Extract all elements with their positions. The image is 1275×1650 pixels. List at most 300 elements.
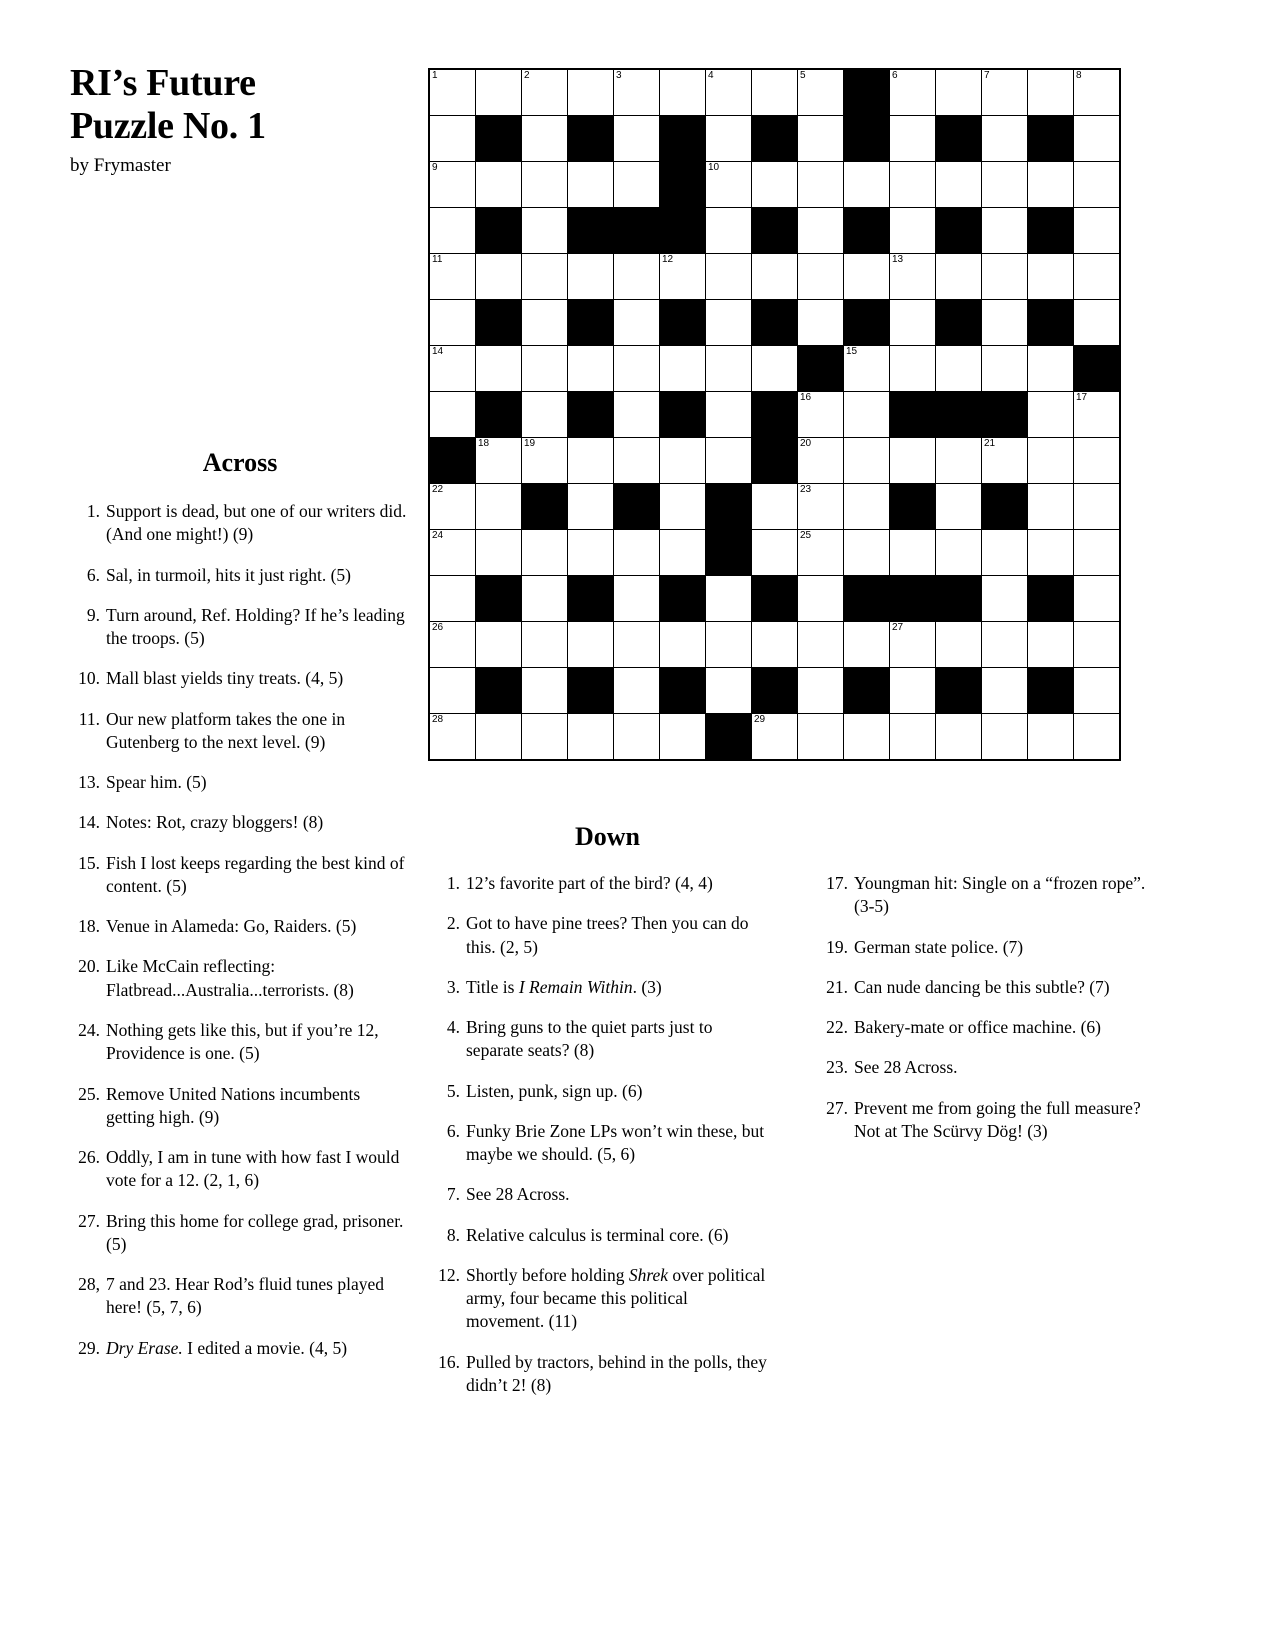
grid-cell[interactable] <box>614 346 660 392</box>
grid-cell[interactable] <box>798 69 844 116</box>
across-clue-text: 7 and 23. Hear Rod’s fluid tunes played here! (5, 7, 6) <box>106 1274 385 1318</box>
grid-cell[interactable] <box>798 300 844 346</box>
grid-cell[interactable] <box>844 484 890 530</box>
grid-cell[interactable] <box>568 622 614 668</box>
grid-cell[interactable] <box>798 438 844 484</box>
grid-cell-number: 15 <box>846 346 858 357</box>
grid-cell[interactable] <box>936 346 982 392</box>
grid-cell[interactable] <box>660 69 706 116</box>
grid-cell[interactable] <box>568 162 614 208</box>
down-clue-text: Pulled by tractors, behind in the polls, they didn’t 2! (8) <box>466 1351 767 1395</box>
grid-cell-number: 5 <box>800 70 806 81</box>
across-clue[interactable] <box>70 1273 410 1320</box>
grid-cell[interactable] <box>429 300 476 346</box>
down-clue-number: 2. <box>446 913 460 934</box>
grid-cell[interactable] <box>429 346 476 392</box>
grid-cell[interactable] <box>660 346 706 392</box>
grid-cell[interactable] <box>522 576 568 622</box>
grid-row <box>429 254 1120 300</box>
grid-cell[interactable] <box>1074 530 1121 576</box>
grid-block-cell <box>660 392 706 438</box>
grid-cell[interactable] <box>936 254 982 300</box>
grid-cell[interactable] <box>982 254 1028 300</box>
down-clue-text: German state police. (7) <box>854 936 1024 957</box>
grid-cell[interactable] <box>890 208 936 254</box>
grid-cell[interactable] <box>614 392 660 438</box>
down-clue[interactable] <box>818 1056 1158 1079</box>
grid-cell[interactable] <box>982 69 1028 116</box>
across-clue-text: Dry Erase. I edited a movie. (4, 5) <box>106 1337 348 1358</box>
grid-cell[interactable] <box>706 116 752 162</box>
grid-cell[interactable] <box>798 254 844 300</box>
grid-cell[interactable] <box>476 69 522 116</box>
grid-cell[interactable] <box>798 392 844 438</box>
grid-cell[interactable] <box>568 530 614 576</box>
grid-cell[interactable] <box>568 438 614 484</box>
across-clue[interactable] <box>70 1337 410 1360</box>
grid-cell[interactable] <box>614 69 660 116</box>
grid-cell[interactable] <box>429 208 476 254</box>
grid-cell[interactable] <box>522 622 568 668</box>
down-clue[interactable] <box>430 1016 770 1063</box>
down-clue-text: Prevent me from going the full measure? Not at The Scürvy Dög! (3) <box>854 1097 1141 1141</box>
grid-cell[interactable] <box>429 254 476 300</box>
down-clue[interactable] <box>430 872 770 895</box>
grid-cell[interactable] <box>522 162 568 208</box>
grid-block-cell <box>936 116 982 162</box>
down-clue-text: See 28 Across. <box>466 1184 570 1205</box>
grid-cell[interactable] <box>982 668 1028 714</box>
grid-cell[interactable] <box>982 622 1028 668</box>
grid-block-cell <box>844 576 890 622</box>
grid-block-cell <box>476 576 522 622</box>
grid-cell[interactable] <box>660 438 706 484</box>
grid-cell[interactable] <box>890 714 936 761</box>
grid-cell[interactable] <box>476 346 522 392</box>
grid-cell[interactable] <box>1074 484 1121 530</box>
grid-block-cell <box>660 576 706 622</box>
grid-cell[interactable] <box>752 714 798 761</box>
grid-cell[interactable] <box>429 530 476 576</box>
grid-cell[interactable] <box>844 622 890 668</box>
grid-block-cell <box>660 208 706 254</box>
grid-cell[interactable] <box>614 576 660 622</box>
grid-cell[interactable] <box>1074 300 1121 346</box>
grid-cell[interactable] <box>1074 576 1121 622</box>
grid-cell-number: 9 <box>432 162 438 173</box>
across-clue[interactable] <box>70 708 410 755</box>
across-clue-text: Remove United Nations incumbents getting high. (9) <box>106 1083 361 1127</box>
grid-block-cell <box>982 484 1028 530</box>
down-clue[interactable] <box>430 1183 770 1206</box>
grid-cell[interactable] <box>1028 622 1074 668</box>
across-clue[interactable] <box>70 500 410 547</box>
grid-cell[interactable] <box>752 484 798 530</box>
crossword-grid-table[interactable] <box>428 68 1121 761</box>
grid-cell[interactable] <box>890 438 936 484</box>
grid-cell[interactable] <box>706 254 752 300</box>
grid-cell[interactable] <box>660 530 706 576</box>
grid-cell-number: 29 <box>754 714 766 725</box>
across-clue[interactable] <box>70 955 410 1002</box>
grid-cell[interactable] <box>429 576 476 622</box>
across-clue-text: Oddly, I am in tune with how fast I would vote for a 12. (2, 1, 6) <box>106 1147 400 1191</box>
grid-cell[interactable] <box>752 254 798 300</box>
grid-cell-number: 13 <box>892 254 904 265</box>
grid-cell[interactable] <box>568 484 614 530</box>
down-clue-text: Got to have pine trees? Then you can do this. (2, 5) <box>466 913 749 957</box>
down-clue-number: 6. <box>446 1120 460 1141</box>
grid-cell[interactable] <box>660 484 706 530</box>
grid-cell[interactable] <box>614 668 660 714</box>
grid-cell[interactable] <box>476 484 522 530</box>
grid-cell[interactable] <box>890 254 936 300</box>
grid-cell[interactable] <box>982 208 1028 254</box>
grid-block-cell <box>568 668 614 714</box>
across-clue-number: 28, <box>78 1274 100 1295</box>
grid-row <box>429 346 1120 392</box>
grid-cell[interactable] <box>982 116 1028 162</box>
grid-block-cell <box>936 576 982 622</box>
grid-cell[interactable] <box>614 162 660 208</box>
grid-cell[interactable] <box>1074 69 1121 116</box>
grid-row <box>429 208 1120 254</box>
byline: by Frymaster <box>70 155 171 177</box>
grid-cell[interactable] <box>890 530 936 576</box>
grid-cell[interactable] <box>614 300 660 346</box>
crossword-grid[interactable] <box>428 68 1121 761</box>
grid-cell[interactable] <box>429 622 476 668</box>
grid-cell[interactable] <box>706 162 752 208</box>
grid-cell[interactable] <box>522 714 568 761</box>
grid-cell[interactable] <box>614 622 660 668</box>
down-clue-list-left <box>430 872 770 1397</box>
across-clue-text: Spear him. (5) <box>106 772 207 793</box>
grid-cell[interactable] <box>844 530 890 576</box>
grid-cell[interactable] <box>798 530 844 576</box>
grid-cell-number: 28 <box>432 714 444 725</box>
grid-cell[interactable] <box>522 438 568 484</box>
grid-cell[interactable] <box>476 162 522 208</box>
grid-cell[interactable] <box>752 346 798 392</box>
across-clue-text: Support is dead, but one of our writers did. (And one might!) (9) <box>106 501 407 545</box>
grid-block-cell <box>660 162 706 208</box>
grid-cell[interactable] <box>522 208 568 254</box>
grid-cell-number: 18 <box>478 438 490 449</box>
grid-cell[interactable] <box>1028 530 1074 576</box>
grid-block-cell <box>706 484 752 530</box>
down-clue[interactable] <box>430 1120 770 1167</box>
grid-cell-number: 27 <box>892 622 904 633</box>
grid-cell[interactable] <box>706 392 752 438</box>
across-clue-number: 20. <box>78 956 100 977</box>
grid-cell[interactable] <box>936 714 982 761</box>
grid-cell[interactable] <box>476 254 522 300</box>
grid-cell[interactable] <box>1074 392 1121 438</box>
grid-cell[interactable] <box>752 622 798 668</box>
grid-block-cell <box>752 438 798 484</box>
grid-cell[interactable] <box>844 438 890 484</box>
grid-row <box>429 69 1120 116</box>
down-clue[interactable] <box>430 1080 770 1103</box>
grid-cell[interactable] <box>660 254 706 300</box>
grid-block-cell <box>522 484 568 530</box>
grid-cell[interactable] <box>982 714 1028 761</box>
down-clue-number: 1. <box>446 873 460 893</box>
grid-cell[interactable] <box>706 346 752 392</box>
grid-cell[interactable] <box>429 69 476 116</box>
grid-cell[interactable] <box>476 438 522 484</box>
grid-cell[interactable] <box>1028 162 1074 208</box>
across-clue[interactable] <box>70 811 410 834</box>
grid-cell[interactable] <box>798 116 844 162</box>
across-clue[interactable] <box>70 1083 410 1130</box>
grid-cell[interactable] <box>660 714 706 761</box>
grid-cell[interactable] <box>614 530 660 576</box>
grid-cell[interactable] <box>1074 438 1121 484</box>
grid-cell[interactable] <box>844 714 890 761</box>
grid-block-cell <box>568 300 614 346</box>
across-clue-list <box>70 500 410 1360</box>
grid-block-cell <box>706 714 752 761</box>
down-clue-text: Relative calculus is terminal core. (6) <box>466 1224 729 1245</box>
down-clue-text: Listen, punk, sign up. (6) <box>466 1080 643 1101</box>
grid-block-cell <box>1028 300 1074 346</box>
grid-block-cell <box>752 116 798 162</box>
grid-cell-number: 12 <box>662 254 674 265</box>
grid-cell[interactable] <box>844 254 890 300</box>
grid-cell[interactable] <box>476 714 522 761</box>
grid-cell[interactable] <box>936 162 982 208</box>
grid-cell[interactable] <box>706 438 752 484</box>
grid-cell[interactable] <box>890 346 936 392</box>
grid-cell[interactable] <box>429 484 476 530</box>
grid-cell[interactable] <box>476 530 522 576</box>
grid-cell[interactable] <box>798 208 844 254</box>
grid-cell[interactable] <box>568 69 614 116</box>
grid-cell[interactable] <box>890 162 936 208</box>
page-title-line1: RI’s Future <box>70 62 256 104</box>
grid-cell[interactable] <box>706 208 752 254</box>
grid-cell[interactable] <box>982 300 1028 346</box>
grid-cell-number: 26 <box>432 622 444 633</box>
grid-cell[interactable] <box>1028 392 1074 438</box>
down-clue[interactable] <box>430 1264 770 1334</box>
grid-cell[interactable] <box>706 69 752 116</box>
grid-cell[interactable] <box>936 69 982 116</box>
grid-cell[interactable] <box>614 116 660 162</box>
down-clue-number: 17. <box>826 873 848 893</box>
grid-cell[interactable] <box>844 346 890 392</box>
grid-cell[interactable] <box>522 530 568 576</box>
grid-cell[interactable] <box>798 668 844 714</box>
grid-cell[interactable] <box>429 668 476 714</box>
down-clue[interactable] <box>818 976 1158 999</box>
grid-cell[interactable] <box>798 714 844 761</box>
grid-cell[interactable] <box>752 69 798 116</box>
grid-cell[interactable] <box>614 438 660 484</box>
grid-cell[interactable] <box>706 576 752 622</box>
grid-cell[interactable] <box>1028 714 1074 761</box>
grid-cell[interactable] <box>522 69 568 116</box>
down-clue[interactable] <box>430 1224 770 1247</box>
across-clue[interactable] <box>70 771 410 794</box>
grid-block-cell <box>844 69 890 116</box>
grid-cell[interactable] <box>982 346 1028 392</box>
grid-cell[interactable] <box>522 300 568 346</box>
grid-cell[interactable] <box>798 484 844 530</box>
grid-cell-number: 8 <box>1076 70 1082 81</box>
grid-cell[interactable] <box>1028 438 1074 484</box>
grid-cell-number: 11 <box>432 254 443 265</box>
grid-cell[interactable] <box>936 530 982 576</box>
grid-block-cell <box>660 116 706 162</box>
across-clue[interactable] <box>70 604 410 651</box>
grid-cell[interactable] <box>522 668 568 714</box>
grid-cell[interactable] <box>982 162 1028 208</box>
down-columns <box>430 872 1190 1414</box>
grid-block-cell <box>660 300 706 346</box>
grid-cell[interactable] <box>1028 254 1074 300</box>
down-clue[interactable] <box>430 1351 770 1398</box>
down-clue-number: 3. <box>446 976 460 997</box>
grid-cell[interactable] <box>890 622 936 668</box>
grid-row <box>429 162 1120 208</box>
grid-block-cell <box>476 392 522 438</box>
down-clue[interactable] <box>818 936 1158 959</box>
down-clue[interactable] <box>430 912 770 959</box>
grid-cell[interactable] <box>1074 668 1121 714</box>
grid-cell[interactable] <box>752 530 798 576</box>
grid-cell[interactable] <box>660 622 706 668</box>
grid-cell[interactable] <box>1074 714 1121 761</box>
grid-cell[interactable] <box>1028 69 1074 116</box>
grid-cell[interactable] <box>429 392 476 438</box>
across-clue[interactable] <box>70 915 410 938</box>
across-heading: Across <box>202 448 278 477</box>
grid-cell[interactable] <box>936 622 982 668</box>
across-clue[interactable] <box>70 1210 410 1257</box>
grid-row <box>429 392 1120 438</box>
down-clue[interactable] <box>818 1097 1158 1144</box>
grid-cell[interactable] <box>890 668 936 714</box>
grid-cell[interactable] <box>522 392 568 438</box>
grid-cell[interactable] <box>890 300 936 346</box>
grid-cell[interactable] <box>844 162 890 208</box>
down-clue[interactable] <box>818 872 1158 919</box>
grid-cell[interactable] <box>522 116 568 162</box>
across-clue[interactable] <box>70 1019 410 1066</box>
across-clue[interactable] <box>70 667 410 690</box>
grid-cell[interactable] <box>798 162 844 208</box>
grid-cell[interactable] <box>936 438 982 484</box>
grid-cell[interactable] <box>890 69 936 116</box>
grid-cell[interactable] <box>429 116 476 162</box>
grid-cell[interactable] <box>706 668 752 714</box>
grid-cell[interactable] <box>982 530 1028 576</box>
grid-cell[interactable] <box>614 714 660 761</box>
grid-cell[interactable] <box>1074 116 1121 162</box>
grid-cell[interactable] <box>522 254 568 300</box>
grid-block-cell <box>568 576 614 622</box>
across-clue-text: Notes: Rot, crazy bloggers! (8) <box>106 812 324 833</box>
grid-cell[interactable] <box>522 346 568 392</box>
grid-cell[interactable] <box>568 714 614 761</box>
down-clue-number: 16. <box>438 1351 460 1372</box>
grid-cell[interactable] <box>429 162 476 208</box>
grid-cell[interactable] <box>1074 162 1121 208</box>
across-clue-text: Fish I lost keeps regarding the best kind of content. (5) <box>106 852 405 896</box>
across-clue[interactable] <box>70 852 410 899</box>
grid-block-cell <box>1028 116 1074 162</box>
page-title <box>70 62 410 147</box>
down-clue-text: Title is I Remain Within. (3) <box>466 976 662 997</box>
grid-cell[interactable] <box>982 576 1028 622</box>
grid-row <box>429 438 1120 484</box>
grid-block-cell <box>1028 576 1074 622</box>
grid-cell[interactable] <box>1028 346 1074 392</box>
down-clue[interactable] <box>818 1016 1158 1039</box>
down-clue[interactable] <box>430 976 770 999</box>
grid-block-cell <box>752 668 798 714</box>
grid-row <box>429 300 1120 346</box>
grid-block-cell <box>936 300 982 346</box>
grid-cell[interactable] <box>1028 484 1074 530</box>
grid-cell[interactable] <box>568 346 614 392</box>
grid-cell[interactable] <box>936 484 982 530</box>
grid-cell[interactable] <box>1074 622 1121 668</box>
across-clue-number: 1. <box>86 501 100 521</box>
down-clue-number: 23. <box>826 1057 848 1078</box>
grid-block-cell <box>844 116 890 162</box>
title-block <box>70 62 410 177</box>
down-clue-number: 19. <box>826 936 848 957</box>
across-clue[interactable] <box>70 1146 410 1193</box>
down-heading: Down <box>574 822 640 851</box>
down-clue-text: Bakery-mate or office machine. (6) <box>854 1017 1101 1038</box>
grid-cell-number: 25 <box>800 530 812 541</box>
down-clue-text: See 28 Across. <box>854 1057 958 1078</box>
grid-cell[interactable] <box>1074 254 1121 300</box>
down-column-left <box>430 872 770 1414</box>
grid-cell[interactable] <box>982 438 1028 484</box>
grid-cell-number: 7 <box>984 70 990 81</box>
down-clue-number: 7. <box>446 1184 460 1205</box>
grid-cell[interactable] <box>706 300 752 346</box>
down-clue-text: Bring guns to the quiet parts just to separate seats? (8) <box>466 1017 713 1061</box>
grid-cell[interactable] <box>844 392 890 438</box>
grid-cell[interactable] <box>568 254 614 300</box>
grid-cell[interactable] <box>1074 208 1121 254</box>
grid-cell[interactable] <box>752 162 798 208</box>
grid-cell[interactable] <box>429 714 476 761</box>
grid-cell[interactable] <box>476 622 522 668</box>
grid-cell[interactable] <box>706 622 752 668</box>
across-clue-text: Like McCain reflecting: Flatbread...Australia...terrorists. (8) <box>106 956 354 1000</box>
grid-cell[interactable] <box>890 116 936 162</box>
grid-cell[interactable] <box>798 622 844 668</box>
down-column-right <box>818 872 1158 1414</box>
across-clue[interactable] <box>70 564 410 587</box>
grid-cell[interactable] <box>798 576 844 622</box>
across-clue-number: 24. <box>78 1019 100 1040</box>
across-clue-number: 18. <box>78 916 100 937</box>
down-section <box>430 822 1190 1414</box>
grid-cell-number: 20 <box>800 438 812 449</box>
across-clue-text: Venue in Alameda: Go, Raiders. (5) <box>106 916 357 937</box>
grid-cell[interactable] <box>614 254 660 300</box>
grid-cell-number: 3 <box>616 70 622 81</box>
